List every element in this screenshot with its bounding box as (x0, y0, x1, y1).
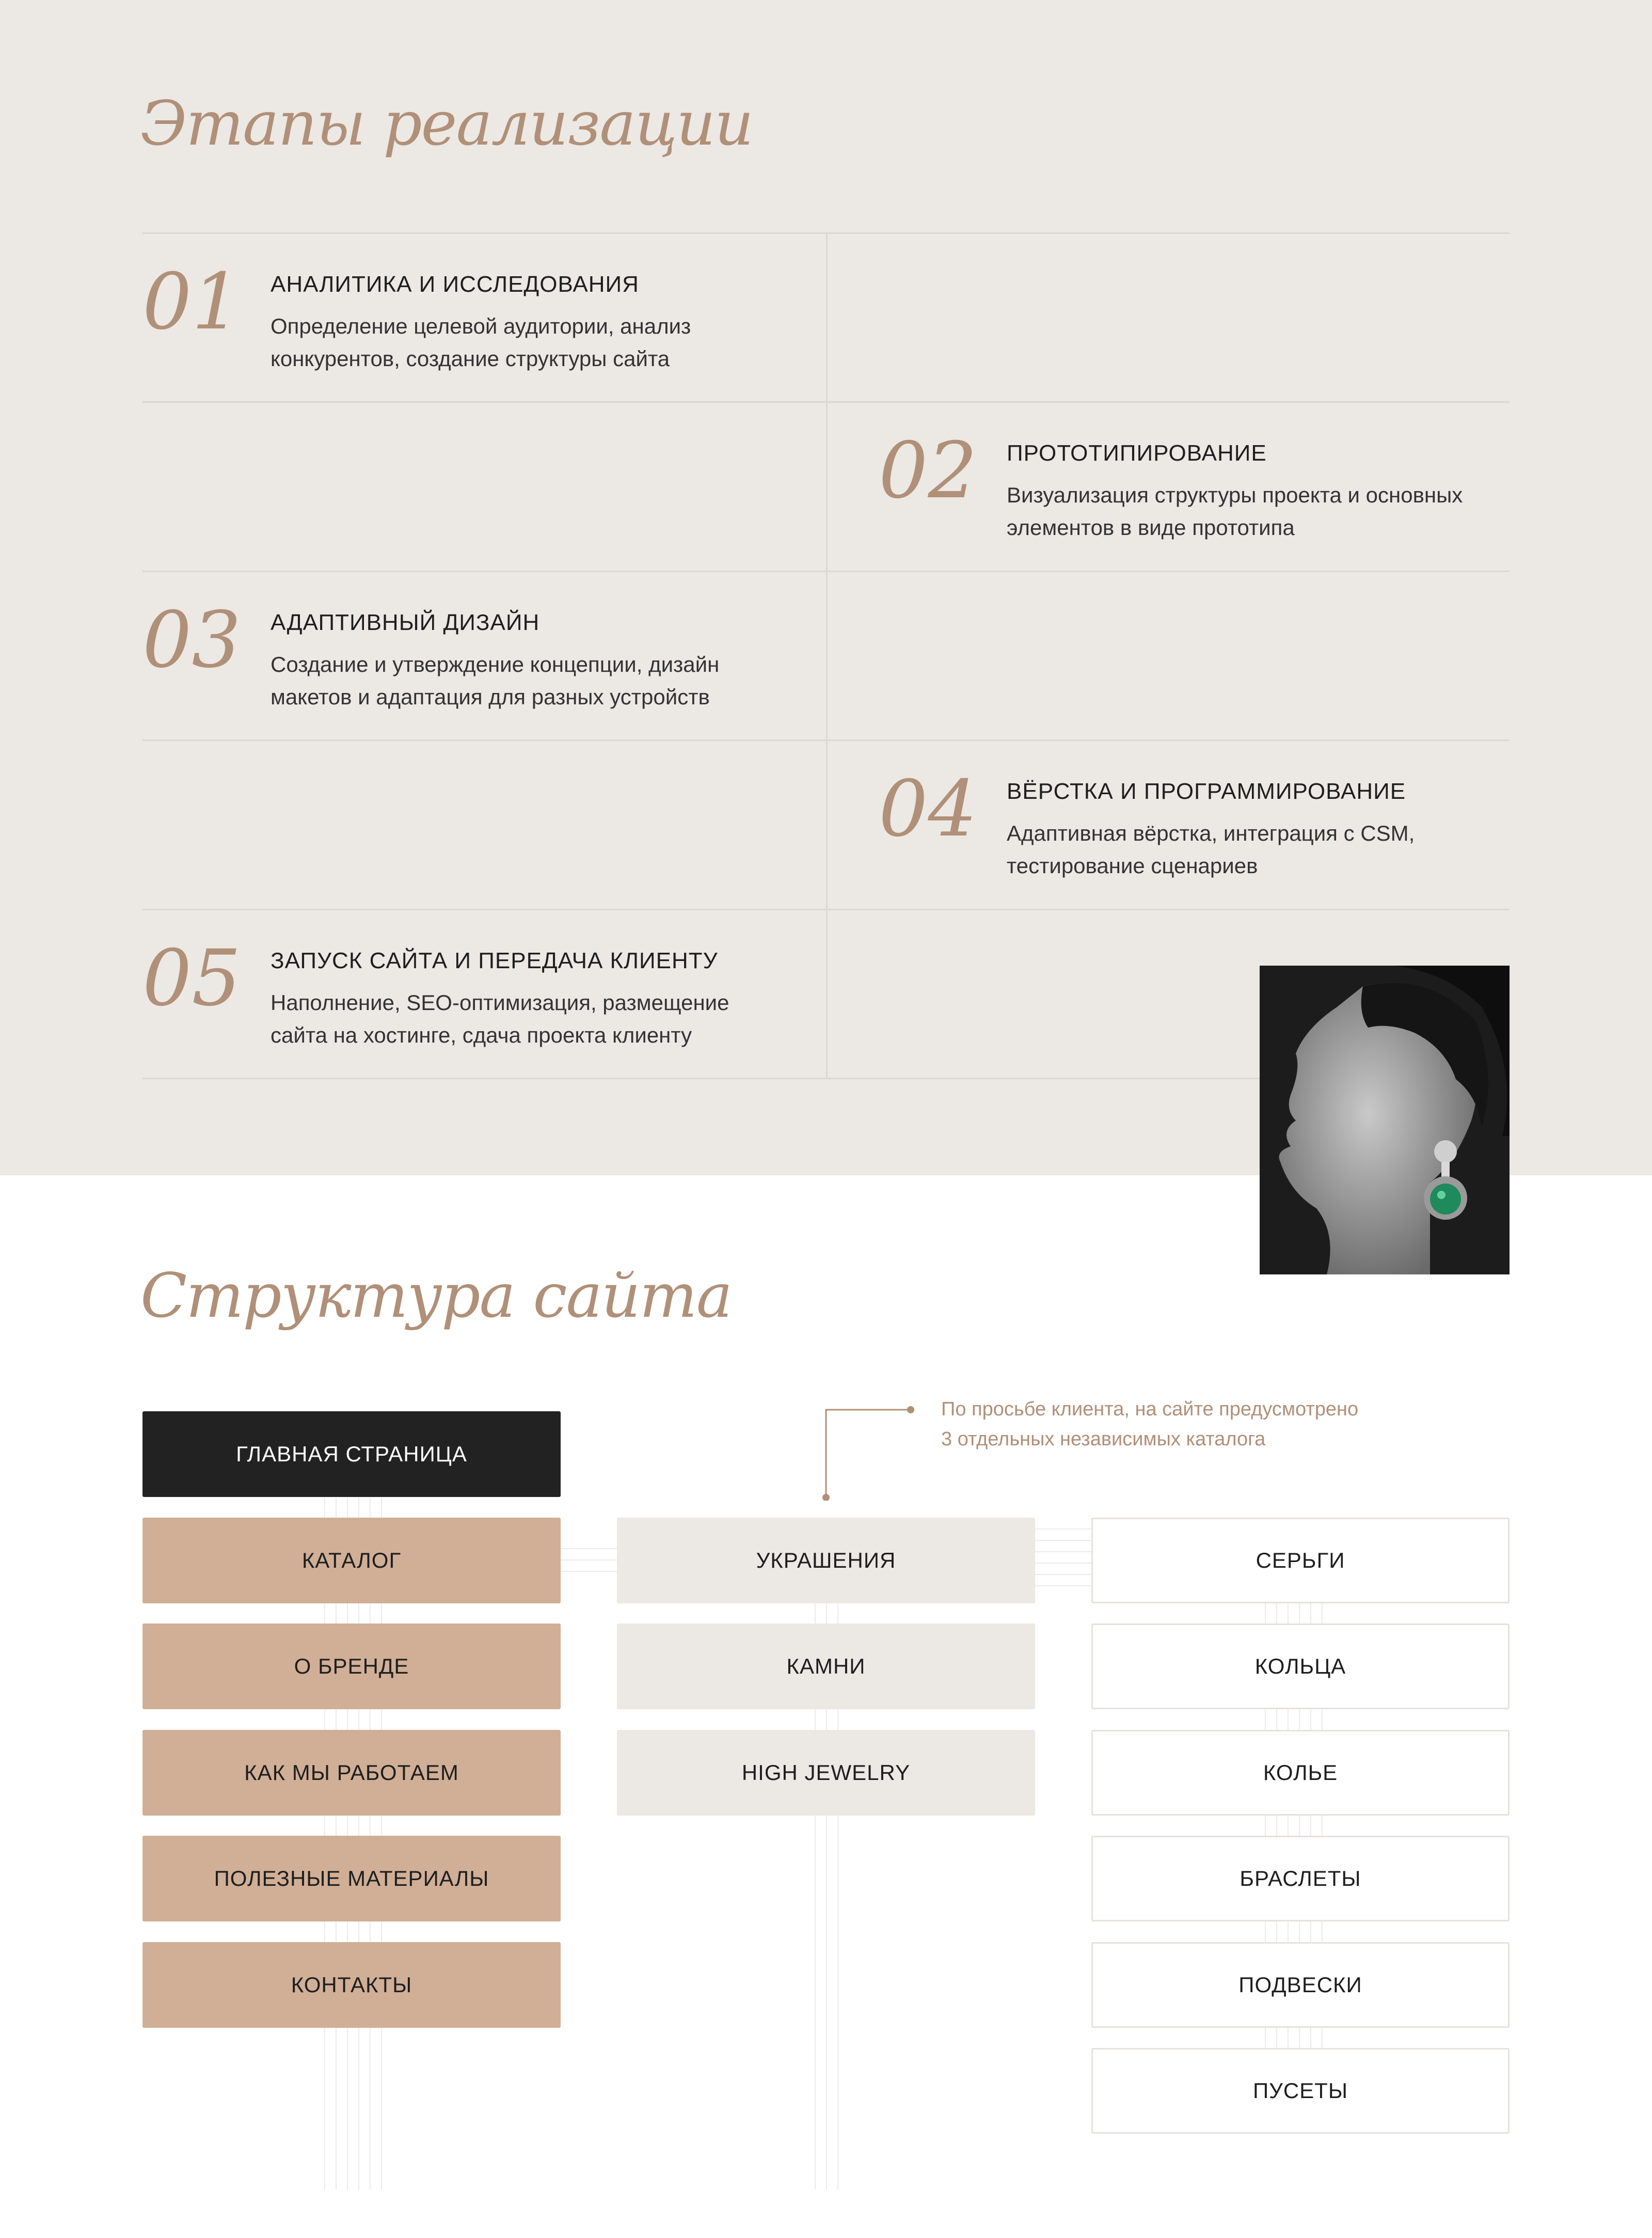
note-line: По просьбе клиента, на сайте предусмотрено (941, 1398, 1359, 1420)
stage-number: 03 (142, 595, 241, 685)
connector-rail (1035, 1585, 1091, 1586)
connector-rail (561, 1559, 617, 1561)
page-box-about-brand[interactable]: О БРЕНДЕ (142, 1624, 561, 1709)
grid-divider (826, 232, 828, 1078)
connector-rail (1035, 1528, 1091, 1530)
category-box-necklaces[interactable]: КОЛЬЕ (1091, 1730, 1510, 1816)
structure-note (941, 1394, 1358, 1454)
stage-description: Определение целевой аудитории, анализ конкурентов, создание структуры сайта (271, 314, 691, 371)
note-pointer-line (816, 1402, 919, 1501)
catalog-box-high-jewelry[interactable]: HIGH JEWELRY (617, 1730, 1035, 1816)
stage-description: Наполнение, SEO-оптимизация, размещение сайта на хостинге, сдача проекта клиенту (271, 990, 729, 1047)
category-box-pendants[interactable]: ПОДВЕСКИ (1091, 1942, 1510, 2028)
connector-rail (561, 1548, 617, 1549)
page-box-contacts[interactable]: КОНТАКТЫ (142, 1942, 561, 2028)
page-box-useful-materials[interactable]: ПОЛЕЗНЫЕ МАТЕРИАЛЫ (142, 1836, 561, 1921)
connector-rail (1035, 1574, 1091, 1575)
stage-title: ПРОТОТИПИРОВАНИЕ (1007, 440, 1267, 466)
stage-title: ВЁРСТКА И ПРОГРАММИРОВАНИЕ (1007, 779, 1406, 804)
stage-number: 05 (142, 934, 241, 1023)
model-photo (1260, 966, 1510, 1274)
page-box-catalog[interactable]: КАТАЛОГ (142, 1518, 561, 1603)
main-page-box[interactable]: ГЛАВНАЯ СТРАНИЦА (142, 1411, 561, 1497)
connector-rail (1035, 1551, 1091, 1552)
stage-description: Адаптивная вёрстка, интеграция с CSM, тестирование сценариев (1007, 821, 1415, 878)
category-box-bracelets[interactable]: БРАСЛЕТЫ (1091, 1836, 1510, 1921)
catalog-box-stones[interactable]: КАМНИ (617, 1624, 1035, 1709)
page-box-how-we-work[interactable]: КАК МЫ РАБОТАЕМ (142, 1730, 561, 1816)
stage-title: ЗАПУСК САЙТА И ПЕРЕДАЧА КЛИЕНТУ (271, 948, 718, 973)
category-box-earrings[interactable]: СЕРЬГИ (1091, 1518, 1510, 1603)
connector-rail (1035, 1540, 1091, 1541)
emerald-earring-icon (1430, 1184, 1461, 1215)
catalog-box-jewelry[interactable]: УКРАШЕНИЯ (617, 1518, 1035, 1603)
category-box-studs[interactable]: ПУСЕТЫ (1091, 2048, 1510, 2134)
structure-title: Структура сайта (140, 1260, 732, 1331)
category-box-rings[interactable]: КОЛЬЦА (1091, 1624, 1510, 1709)
stage-title: АДАПТИВНЫЙ ДИЗАЙН (271, 610, 540, 635)
stage-number: 02 (879, 426, 977, 516)
stage-description: Создание и утверждение концепции, дизайн макетов и адаптация для разных устройств (271, 652, 720, 709)
stage-number: 01 (142, 257, 241, 347)
woman-profile-image (1260, 966, 1510, 1274)
stage-number: 04 (879, 764, 977, 854)
stages-title: Этапы реализации (140, 88, 753, 159)
note-line: 3 отдельных независимых каталога (941, 1428, 1266, 1450)
connector-rail (1035, 1563, 1091, 1564)
connector-rail (561, 1571, 617, 1572)
stage-title: АНАЛИТИКА И ИССЛЕДОВАНИЯ (271, 272, 639, 297)
stage-description: Визуализация структуры проекта и основных элементов в виде прототипа (1007, 483, 1463, 540)
